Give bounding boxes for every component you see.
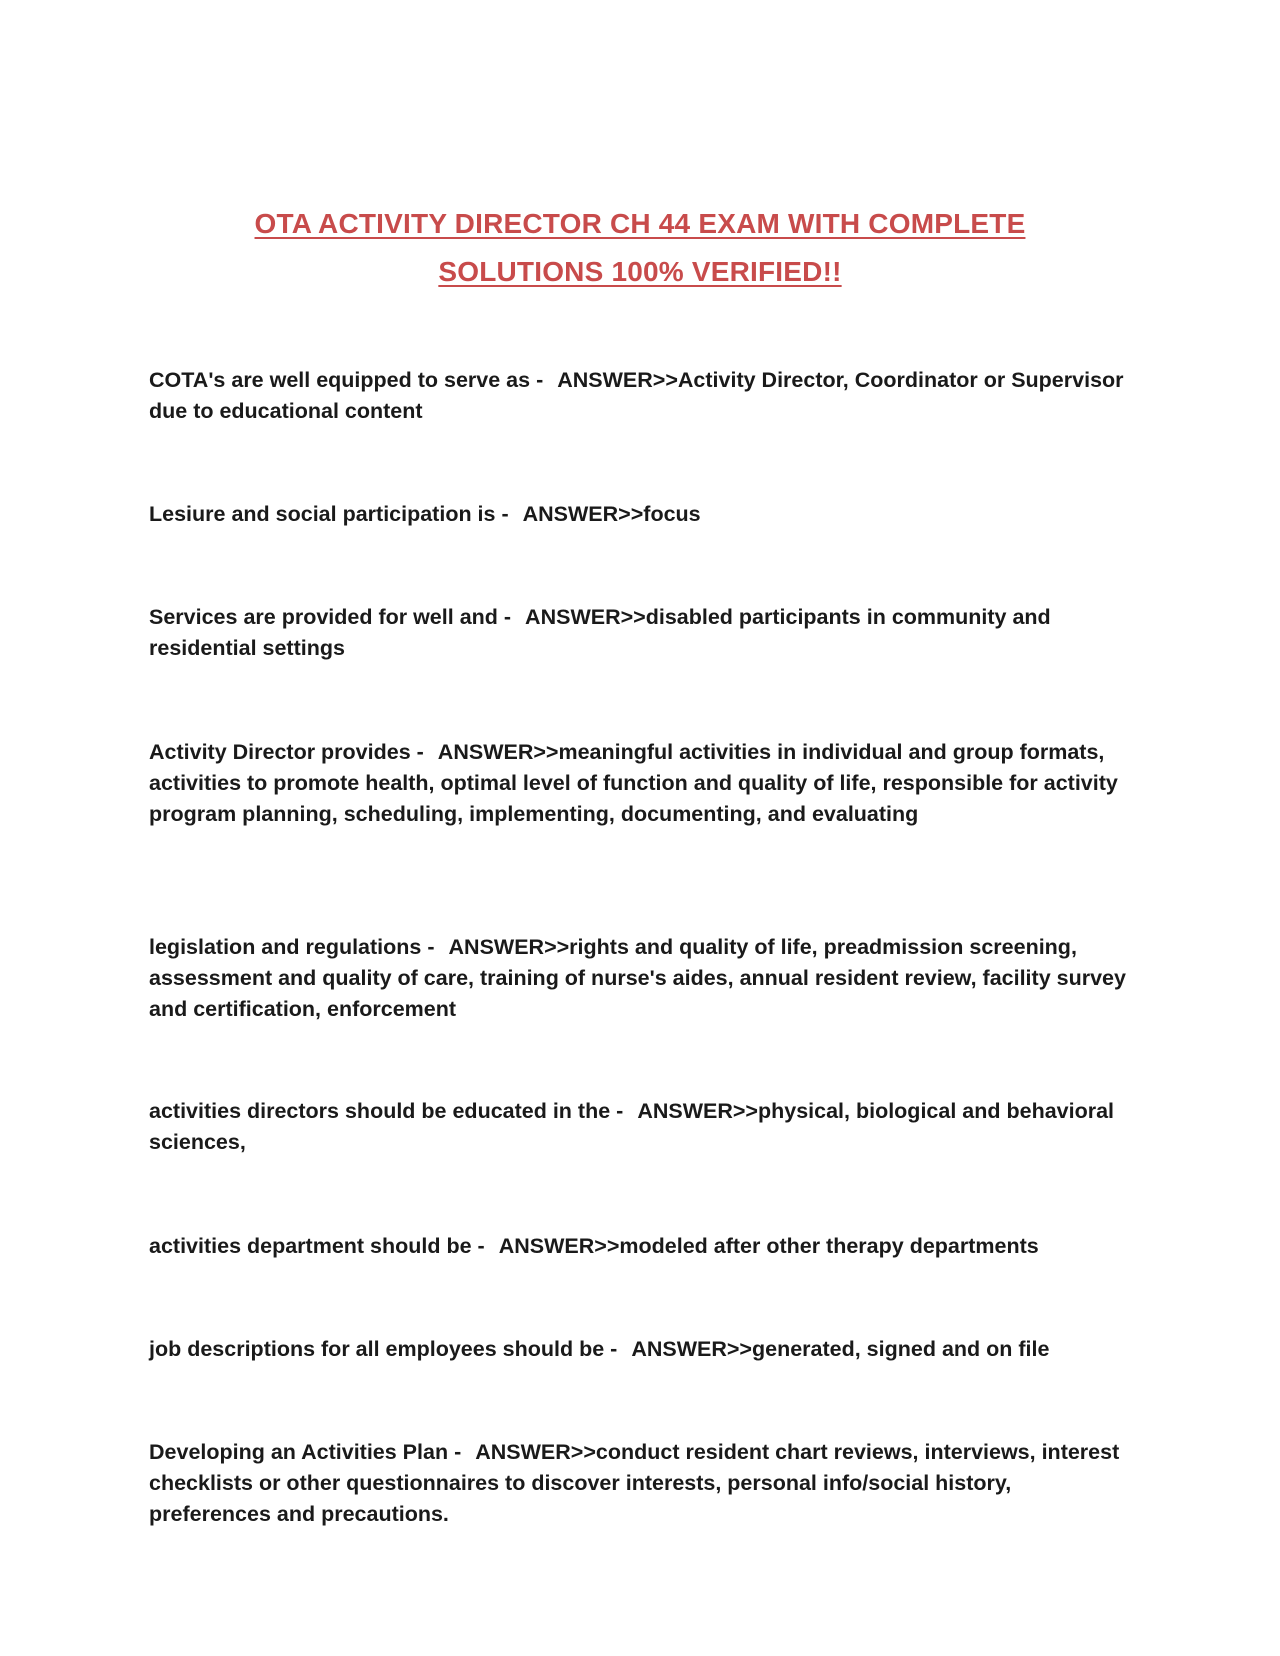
answer-text: ANSWER>>conduct resident chart reviews, interviews, interest checklists or other questionnaires to discover interests, personal info/social history, preferences and precautions. (149, 1440, 1120, 1526)
question-text: legislation and regulations - (149, 935, 435, 959)
question-text: activities directors should be educated in the - (149, 1099, 624, 1123)
title-line-2: SOLUTIONS 100% VERIFIED!! (438, 256, 842, 287)
qa-item-4 (149, 737, 1139, 830)
answer-text: ANSWER>>rights and quality of life, preadmission screening, assessment and quality of care, training of nurse's aides, annual resident review, facility survey and certification, enforcement (149, 935, 1126, 1021)
qa-item-3 (149, 602, 1139, 664)
title-line-1: OTA ACTIVITY DIRECTOR CH 44 EXAM WITH COMPLETE (254, 208, 1026, 239)
qa-item-6 (149, 1096, 1139, 1158)
qa-item-1 (149, 365, 1139, 427)
question-text: job descriptions for all employees should be - (149, 1337, 618, 1361)
answer-text: ANSWER>>Activity Director, Coordinator or Supervisor due to educational content (149, 368, 1124, 423)
answer-text: ANSWER>>modeled after other therapy departments (498, 1234, 1039, 1258)
question-text: Developing an Activities Plan - (149, 1440, 462, 1464)
answer-text: ANSWER>>meaningful activities in individual and group formats, activities to promote health, optimal level of function and quality of life, responsible for activity program planning, scheduling, implementing, documenting, and evaluating (149, 740, 1118, 826)
answer-text: ANSWER>>generated, signed and on file (631, 1337, 1050, 1361)
answer-text: ANSWER>>focus (522, 502, 701, 526)
document-title (0, 200, 1280, 296)
question-text: Lesiure and social participation is - (149, 502, 509, 526)
question-text: Activity Director provides - (149, 740, 424, 764)
qa-item-8 (149, 1334, 1139, 1365)
question-text: COTA's are well equipped to serve as - (149, 368, 544, 392)
qa-item-2 (149, 499, 1139, 530)
qa-item-9 (149, 1437, 1139, 1530)
question-text: activities department should be - (149, 1234, 485, 1258)
qa-item-7 (149, 1231, 1139, 1262)
answer-text: ANSWER>>physical, biological and behavioral sciences, (149, 1099, 1115, 1154)
question-text: Services are provided for well and - (149, 605, 512, 629)
answer-text: ANSWER>>disabled participants in community and residential settings (149, 605, 1051, 660)
qa-item-5 (149, 932, 1139, 1025)
